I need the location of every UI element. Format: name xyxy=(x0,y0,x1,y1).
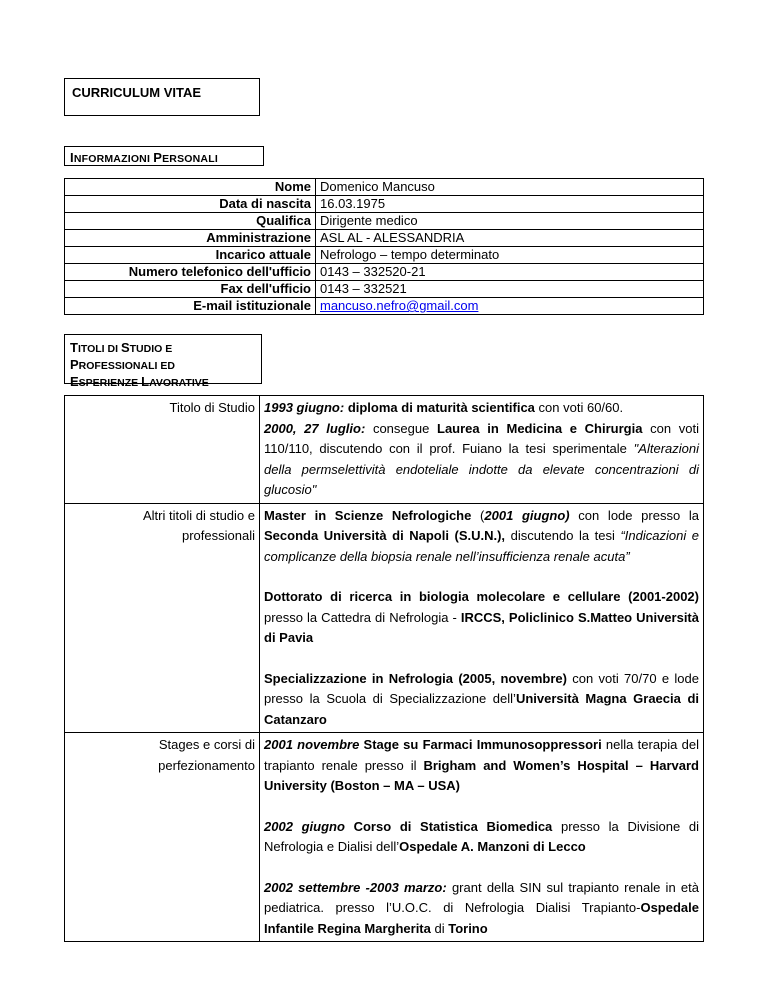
table-row: Amministrazione ASL AL - ALESSANDRIA xyxy=(65,230,704,247)
table-row xyxy=(65,503,704,733)
table-row: Fax dell'ufficio 0143 – 332521 xyxy=(65,281,704,298)
personal-section-heading: INFORMAZIONI PERSONALI xyxy=(64,146,264,166)
titolo-content: 1993 giugno: diploma di maturità scientifica con voti 60/60. 2000, 27 luglio: consegue Laurea in Medicina e Chirurgia con voti 110/110, discutendo con il prof. Fuiano la tesi sperimentale "Alterazioni della permselettività endoteliale indotte da elevate concentrazioni di glucosio" xyxy=(260,396,704,504)
cv-title: CURRICULUM VITAE xyxy=(64,78,260,116)
education-table xyxy=(64,395,704,942)
table-row: Incarico attuale Nefrologo – tempo determinato xyxy=(65,247,704,264)
table-row: Nome Domenico Mancuso xyxy=(65,179,704,196)
table-row: Numero telefonico dell'ufficio 0143 – 332520-21 xyxy=(65,264,704,281)
table-row: E-mail istituzionale mancuso.nefro@gmail.com xyxy=(65,298,704,315)
table-row: Qualifica Dirigente medico xyxy=(65,213,704,230)
table-row: Data di nascita 16.03.1975 xyxy=(65,196,704,213)
titolo-label: Titolo di Studio xyxy=(65,396,260,504)
table-row xyxy=(65,733,704,942)
altri-label: Altri titoli di studio e professionali xyxy=(65,503,260,733)
altri-content: Master in Scienze Nefrologiche (2001 giugno) con lode presso la Seconda Università di Napoli (S.U.N.), discutendo la tesi “Indicazioni e complicanze della biopsia renale nell’insufficienza renale acuta” Dottorato di ricerca in biologia molecolare e cellulare (2001-2002) presso la Cattedra di Nefrologia - IRCCS, Policlinico S.Matteo Università di Pavia Specializzazione in Nefrologia (2005, novembre) con voti 70/70 e lode presso la Scuola di Specializzazione dell’Università Magna Graecia di Catanzaro xyxy=(260,503,704,733)
table-row xyxy=(65,396,704,504)
stages-label: Stages e corsi di perfezionamento xyxy=(65,733,260,942)
personal-info-table xyxy=(64,178,704,315)
titles-section-heading: TITOLI DI STUDIO E PROFESSIONALI ED ESPERIENZE LAVORATIVE xyxy=(64,334,262,384)
stages-content: 2001 novembre Stage su Farmaci Immunosoppressori nella terapia del trapianto renale presso il Brigham and Women’s Hospital – Harvard University (Boston – MA – USA) 2002 giugno Corso di Statistica Biomedica presso la Divisione di Nefrologia e Dialisi dell’Ospedale A. Manzoni di Lecco 2002 settembre -2003 marzo: grant della SIN sul trapianto renale in età pediatrica. presso l’U.O.C. di Nefrologia Dialisi Trapianto-Ospedale Infantile Regina Margherita di Torino xyxy=(260,733,704,942)
email-link[interactable]: mancuso.nefro@gmail.com xyxy=(320,298,479,313)
